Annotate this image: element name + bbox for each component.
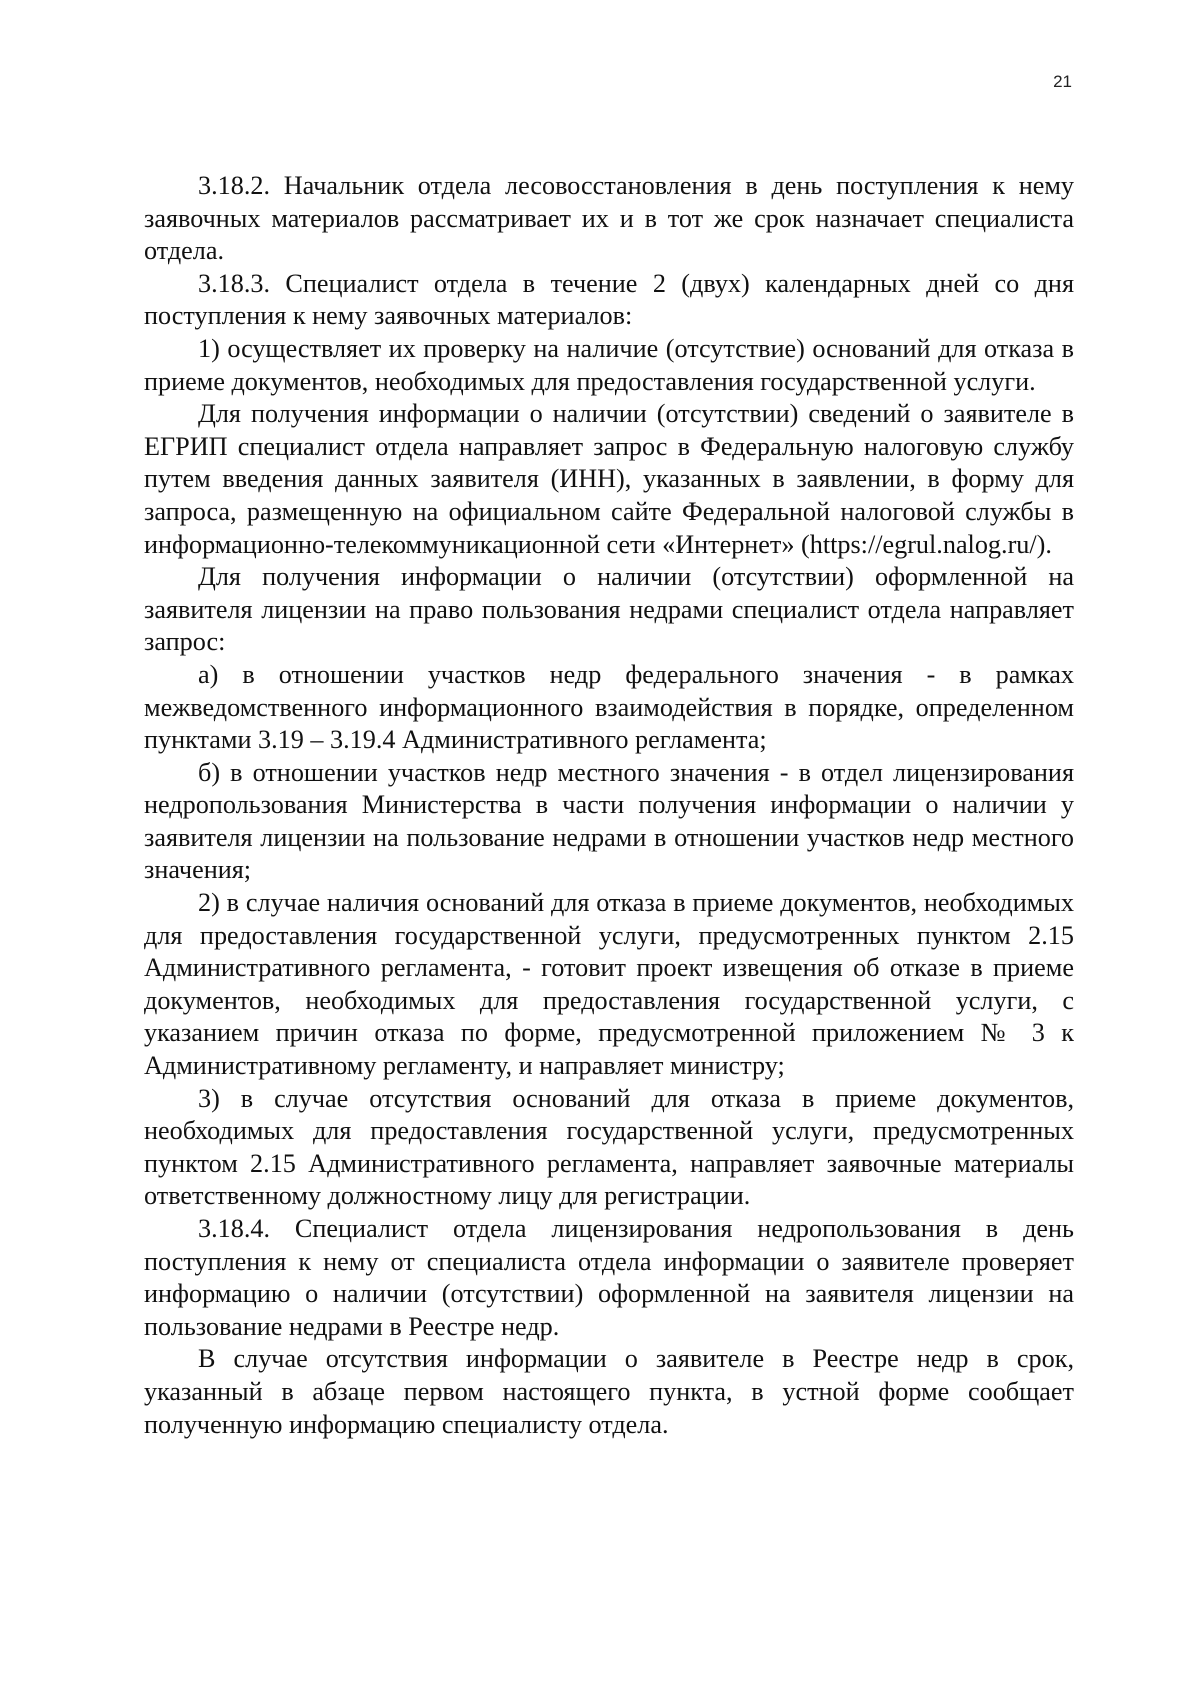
list-item-a: а) в отношении участков недр федерального значения - в рамках межведомственного информационного взаимодействия в порядке, определенном пунктами 3.19 – 3.19.4 Административного регламента; [144, 659, 1074, 755]
list-item-2: 2) в случае наличия оснований для отказа в приеме документов, необходимых для предоставления государственной услуги, предусмотренных пунктом 2.15 Административного регламента, - готовит проект извещения об отказе в приеме документов, необходимых для предоставления государственной услуги, с указанием причин отказа по форме, предусмотренной приложением № 3 к Административному регламенту, и направляет министру; [144, 888, 1074, 1081]
list-item-b: б) в отношении участков недр местного значения - в отдел лицензирования недропользования Министерства в части получения информации о наличии у заявителя лицензии на пользование недрами в отношении участков недр местного значения; [144, 757, 1074, 885]
list-item-1: 1) осуществляет их проверку на наличие (отсутствие) оснований для отказа в приеме документов, необходимых для предоставления государственной услуги. [144, 333, 1074, 396]
list-item-3: 3) в случае отсутствия оснований для отказа в приеме документов, необходимых для предоставления государственной услуги, предусмотренных пунктом 2.15 Административного регламента, направляет заявочные материалы ответственному должностному лицу для регистрации. [144, 1083, 1074, 1211]
paragraph-egrip-request: Для получения информации о наличии (отсутствии) сведений о заявителе в ЕГРИП специалист отдела направляет запрос в Федеральную налоговую службу путем введения данных заявителя (ИНН), указанных в заявлении, в форму для запроса, размещенную на официальном сайте Федеральной налоговой службы в информационно-телекоммуникационной сети «Интернет» (https://egrul.nalog.ru/). [144, 399, 1074, 559]
document-body [144, 170, 1074, 1441]
paragraph-3-18-2: 3.18.2. Начальник отдела лесовосстановления в день поступления к нему заявочных материалов рассматривает их и в тот же срок назначает специалиста отдела. [144, 171, 1074, 266]
page-number: 21 [1053, 72, 1072, 91]
paragraph-3-18-3: 3.18.3. Специалист отдела в течение 2 (двух) календарных дней со дня поступления к нему заявочных материалов: [144, 268, 1074, 331]
paragraph-absence-info: В случае отсутствия информации о заявителе в Реестре недр в срок, указанный в абзаце первом настоящего пункта, в устной форме сообщает полученную информацию специалисту отдела. [144, 1344, 1074, 1439]
paragraph-license-request: Для получения информации о наличии (отсутствии) оформленной на заявителя лицензии на право пользования недрами специалист отдела направляет запрос: [144, 562, 1074, 657]
paragraph-3-18-4: 3.18.4. Специалист отдела лицензирования недропользования в день поступления к нему от специалиста отдела информации о заявителе проверяет информацию о наличии (отсутствии) оформленной на заявителя лицензии на пользование недрами в Реестре недр. [144, 1214, 1074, 1341]
